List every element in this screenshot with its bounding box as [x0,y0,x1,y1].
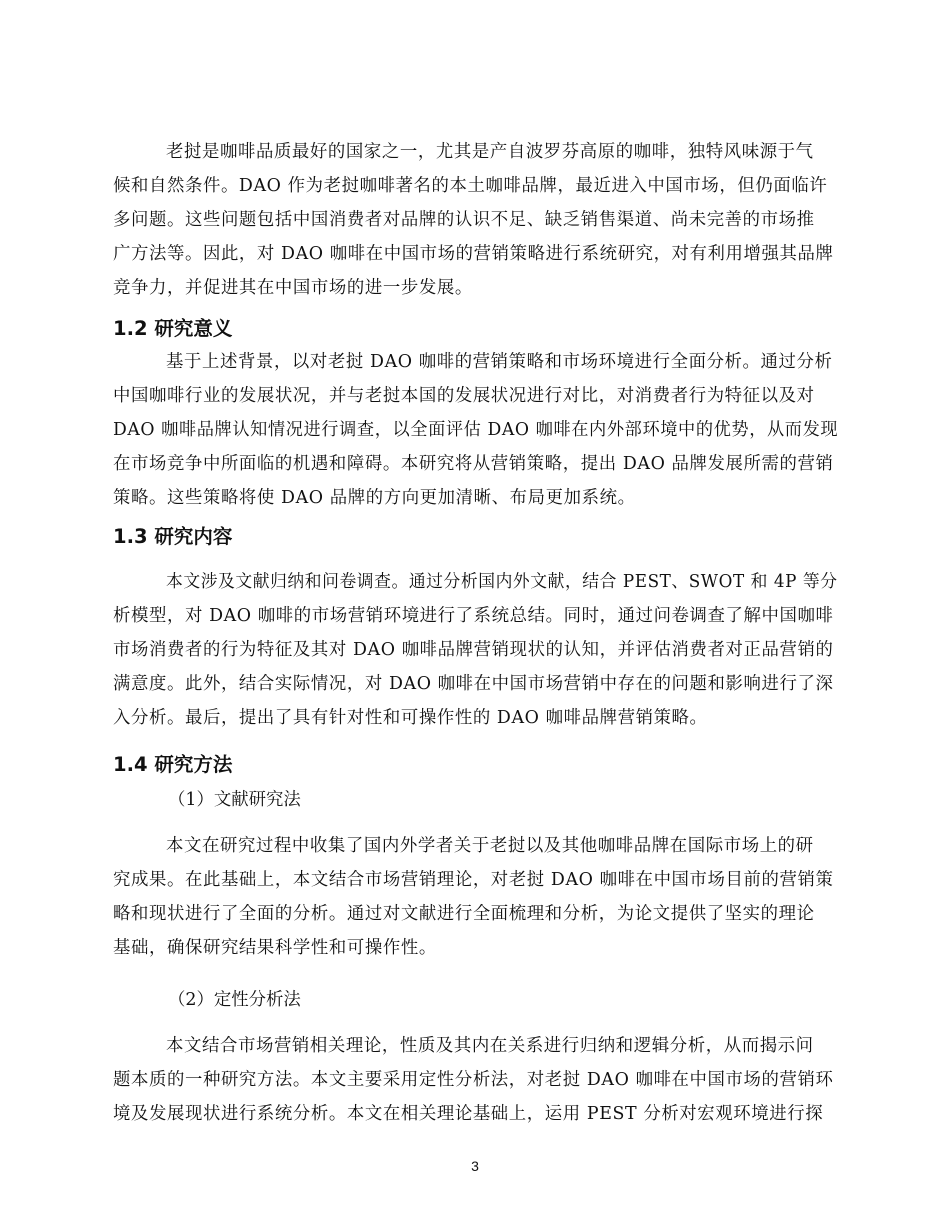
body-line: 析模型，对 DAO 咖啡的市场营销环境进行了系统总结。同时，通过问卷调查了解中国咖啡 [113,606,834,626]
page-number: 3 [471,1158,479,1174]
subsection-title-qualitative: （2）定性分析法 [168,990,301,1010]
body-line: 中国咖啡行业的发展状况，并与老挝本国的发展状况进行对比，对消费者行为特征以及对 [113,386,815,406]
body-line: 策略。这些策略将使 DAO 品牌的方向更加清晰、布局更加系统。 [113,488,636,508]
body-line: 题本质的一种研究方法。本文主要采用定性分析法，对老挝 DAO 咖啡在中国市场的营销环 [113,1070,834,1090]
body-line: 本文在研究过程中收集了国内外学者关于老挝以及其他咖啡品牌在国际市场上的研 [166,836,814,856]
body-line: 广方法等。因此，对 DAO 咖啡在中国市场的营销策略进行系统研究，对有利用增强其品牌 [113,244,834,264]
body-line: DAO 咖啡品牌认知情况进行调查，以全面评估 DAO 咖啡在内外部环境中的优势，从而发现 [113,420,839,440]
body-line: 多问题。这些问题包括中国消费者对品牌的认识不足、缺乏销售渠道、尚未完善的市场推 [113,210,815,230]
section-heading-1-3: 1.3 研究内容 [113,525,233,548]
body-line: 境及发展现状进行系统分析。本文在相关理论基础上，运用 PEST 分析对宏观环境进行探 [113,1104,824,1124]
body-line: 基于上述背景，以对老挝 DAO 咖啡的营销策略和市场环境进行全面分析。通过分析 [166,352,833,372]
body-line: 略和现状进行了全面的分析。通过对文献进行全面梳理和分析，为论文提供了坚实的理论 [113,904,815,924]
body-line: 本文结合市场营销相关理论，性质及其内在关系进行归纳和逻辑分析，从而揭示问 [166,1036,814,1056]
body-line: 老挝是咖啡品质最好的国家之一，尤其是产自波罗芬高原的咖啡，独特风味源于气 [166,142,814,162]
body-line: 竞争力，并促进其在中国市场的进一步发展。 [113,278,473,298]
body-line: 满意度。此外，结合实际情况，对 DAO 咖啡在中国市场营销中存在的问题和影响进行了深 [113,674,834,694]
body-line: 本文涉及文献归纳和问卷调查。通过分析国内外文献，结合 PEST、SWOT 和 4P 等分 [166,572,838,592]
body-line: 候和自然条件。DAO 作为老挝咖啡著名的本土咖啡品牌，最近进入中国市场，但仍面临许 [113,176,828,196]
section-heading-1-4: 1.4 研究方法 [113,753,233,776]
body-line: 在市场竞争中所面临的机遇和障碍。本研究将从营销策略，提出 DAO 品牌发展所需的营销 [113,454,834,474]
body-line: 入分析。最后，提出了具有针对性和可操作性的 DAO 咖啡品牌营销策略。 [113,708,708,728]
body-line: 市场消费者的行为特征及其对 DAO 咖啡品牌营销现状的认知，并评估消费者对正品营销的 [113,640,834,660]
subsection-title-literature: （1）文献研究法 [168,790,301,810]
section-heading-1-2: 1.2 研究意义 [113,317,233,340]
body-line: 究成果。在此基础上，本文结合市场营销理论，对老挝 DAO 咖啡在中国市场目前的营销策 [113,870,834,890]
body-line: 基础，确保研究结果科学性和可操作性。 [113,938,437,958]
